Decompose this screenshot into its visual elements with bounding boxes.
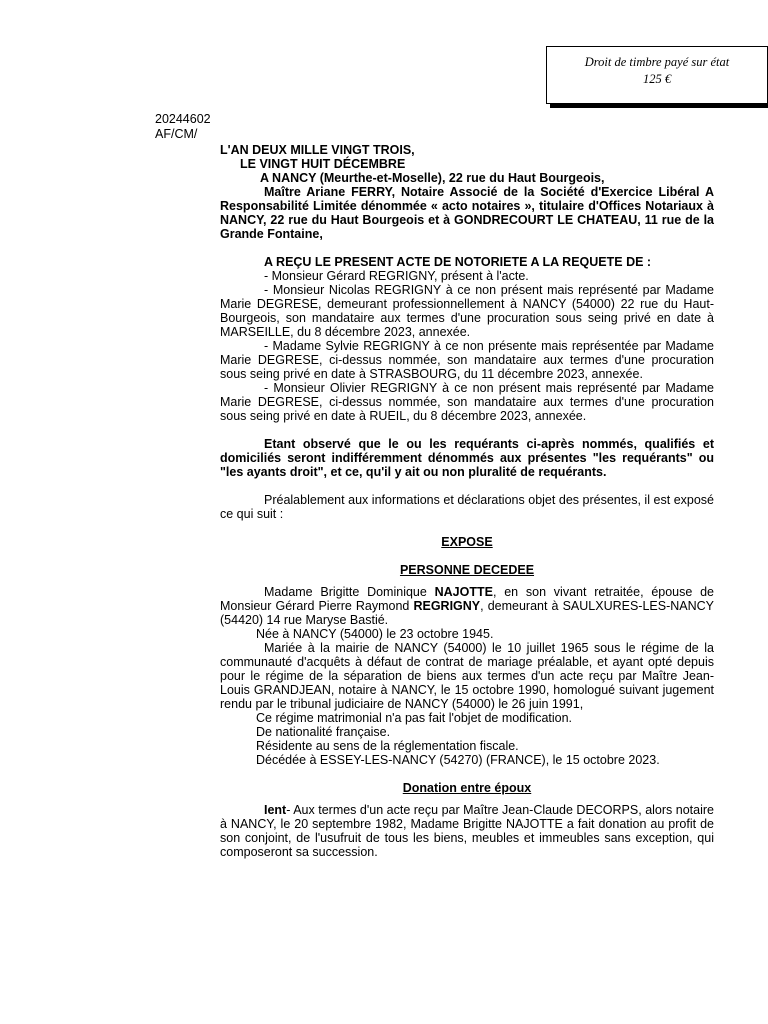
tax-stamp-box — [546, 46, 768, 104]
spacer — [220, 241, 714, 255]
requester-item: - Monsieur Nicolas REGRIGNY à ce non présent mais représenté par Madame Marie DEGRESE, demeurant professionnellement à NANCY (54000) 22 rue du Haut-Bourgeois, son mandataire aux termes d'une procuration sous seing privé en date à MARSEILLE, du 8 décembre 2023, annexée. — [220, 283, 714, 339]
deceased-birth: Née à NANCY (54000) le 23 octobre 1945. — [256, 627, 494, 641]
stamp-line-1: Droit de timbre payé sur état — [584, 55, 730, 69]
spouse-surname: REGRIGNY — [413, 599, 481, 613]
header-place: A NANCY (Meurthe-et-Moselle), 22 rue du Haut Bourgeois, — [260, 171, 605, 185]
header-date: LE VINGT HUIT DÉCEMBRE — [240, 157, 406, 171]
deceased-nationality: De nationalité française. — [256, 725, 391, 739]
header-notary: Maître Ariane FERRY, Notaire Associé de la Société d'Exercice Libéral A Responsabilité Limitée dénommée « acto notaires », titulaire d'Offices Notariaux à NANCY, 22 rue du Haut Bourgeois et à GONDRECOURT LE CHATEAU, 11 rue de la Grande Fontaine, — [220, 185, 714, 241]
spacer — [220, 577, 714, 585]
spacer — [220, 521, 714, 535]
deceased-identity-text: Madame Brigitte Dominique — [264, 585, 435, 599]
header-year: L'AN DEUX MILLE VINGT TROIS, — [220, 143, 415, 157]
deceased-regime: Ce régime matrimonial n'a pas fait l'objet de modification. — [256, 711, 573, 725]
preamble-paragraph: Préalablement aux informations et déclarations objet des présentes, il est exposé ce qui suit : — [220, 493, 714, 521]
spacer — [220, 767, 714, 781]
section-heading-donation: Donation entre époux — [402, 781, 532, 795]
observation-paragraph: Etant observé que le ou les requérants ci-après nommés, qualifiés et domiciliés seront indifféremment dénommés aux présentes "les requérants" ou "les ayants droit", et ce, qu'il y ait ou non pluralité de requérants. — [220, 437, 714, 479]
request-title: A REÇU LE PRESENT ACTE DE NOTORIETE A LA REQUETE DE : — [264, 255, 652, 269]
requester-item: - Monsieur Gérard REGRIGNY, présent à l'acte. — [264, 269, 529, 283]
section-heading-expose: EXPOSE — [441, 535, 493, 549]
deceased-residence: Résidente au sens de la réglementation fiscale. — [256, 739, 519, 753]
deceased-identity — [220, 585, 714, 627]
deceased-surname: NAJOTTE — [434, 585, 493, 599]
reference-initials: AF/CM/ — [155, 127, 198, 141]
donation-lead: Ient — [264, 803, 287, 817]
spacer — [220, 549, 714, 563]
spacer — [220, 423, 714, 437]
donation-paragraph — [220, 803, 714, 859]
deceased-marriage: Mariée à la mairie de NANCY (54000) le 10 juillet 1965 sous le régime de la communauté d'acquêts à défaut de contrat de mariage préalable, et ayant opté depuis pour le régime de la séparation de biens aux termes d'un acte reçu par Maître Jean-Louis GRANDJEAN, notaire à NANCY, le 15 octobre 1990, homologué suivant jugement rendu par le tribunal judiciaire de NANCY (54000) le 26 juin 1991, — [220, 641, 714, 711]
deceased-identity-text: , en son vivant retraitée, épouse de Monsieur Gérard Pierre Raymond — [220, 585, 714, 613]
spacer — [220, 795, 714, 803]
stamp-line-2: 125 € — [642, 72, 672, 86]
document-body — [220, 143, 714, 859]
deceased-address: , demeurant à SAULXURES-LES-NANCY (54420) 14 rue Maryse Bastié. — [220, 599, 715, 627]
donation-text: - Aux termes d'un acte reçu par Maître Jean-Claude DECORPS, alors notaire à NANCY, le 20 septembre 1982, Madame Brigitte NAJOTTE a fait donation au profit de son conjoint, de l'usufruit de tous les biens, meubles et immeubles sans exception, qui composeront sa succession. — [220, 803, 714, 859]
reference-number: 20244602 — [155, 112, 211, 126]
requester-item: - Madame Sylvie REGRIGNY à ce non présente mais représentée par Madame Marie DEGRESE, ci-dessus nommée, son mandataire aux termes d'une procuration sous seing privé en date à STRASBOURG, du 11 décembre 2023, annexée. — [220, 339, 714, 381]
section-heading-deceased: PERSONNE DECEDEE — [399, 563, 535, 577]
requester-item: - Monsieur Olivier REGRIGNY à ce non présent mais représenté par Madame Marie DEGRESE, ci-dessus nommée, son mandataire aux termes d'une procuration sous seing privé en date à RUEIL, du 8 décembre 2023, annexée. — [220, 381, 714, 423]
deceased-death: Décédée à ESSEY-LES-NANCY (54270) (FRANCE), le 15 octobre 2023. — [256, 753, 660, 767]
spacer — [220, 479, 714, 493]
